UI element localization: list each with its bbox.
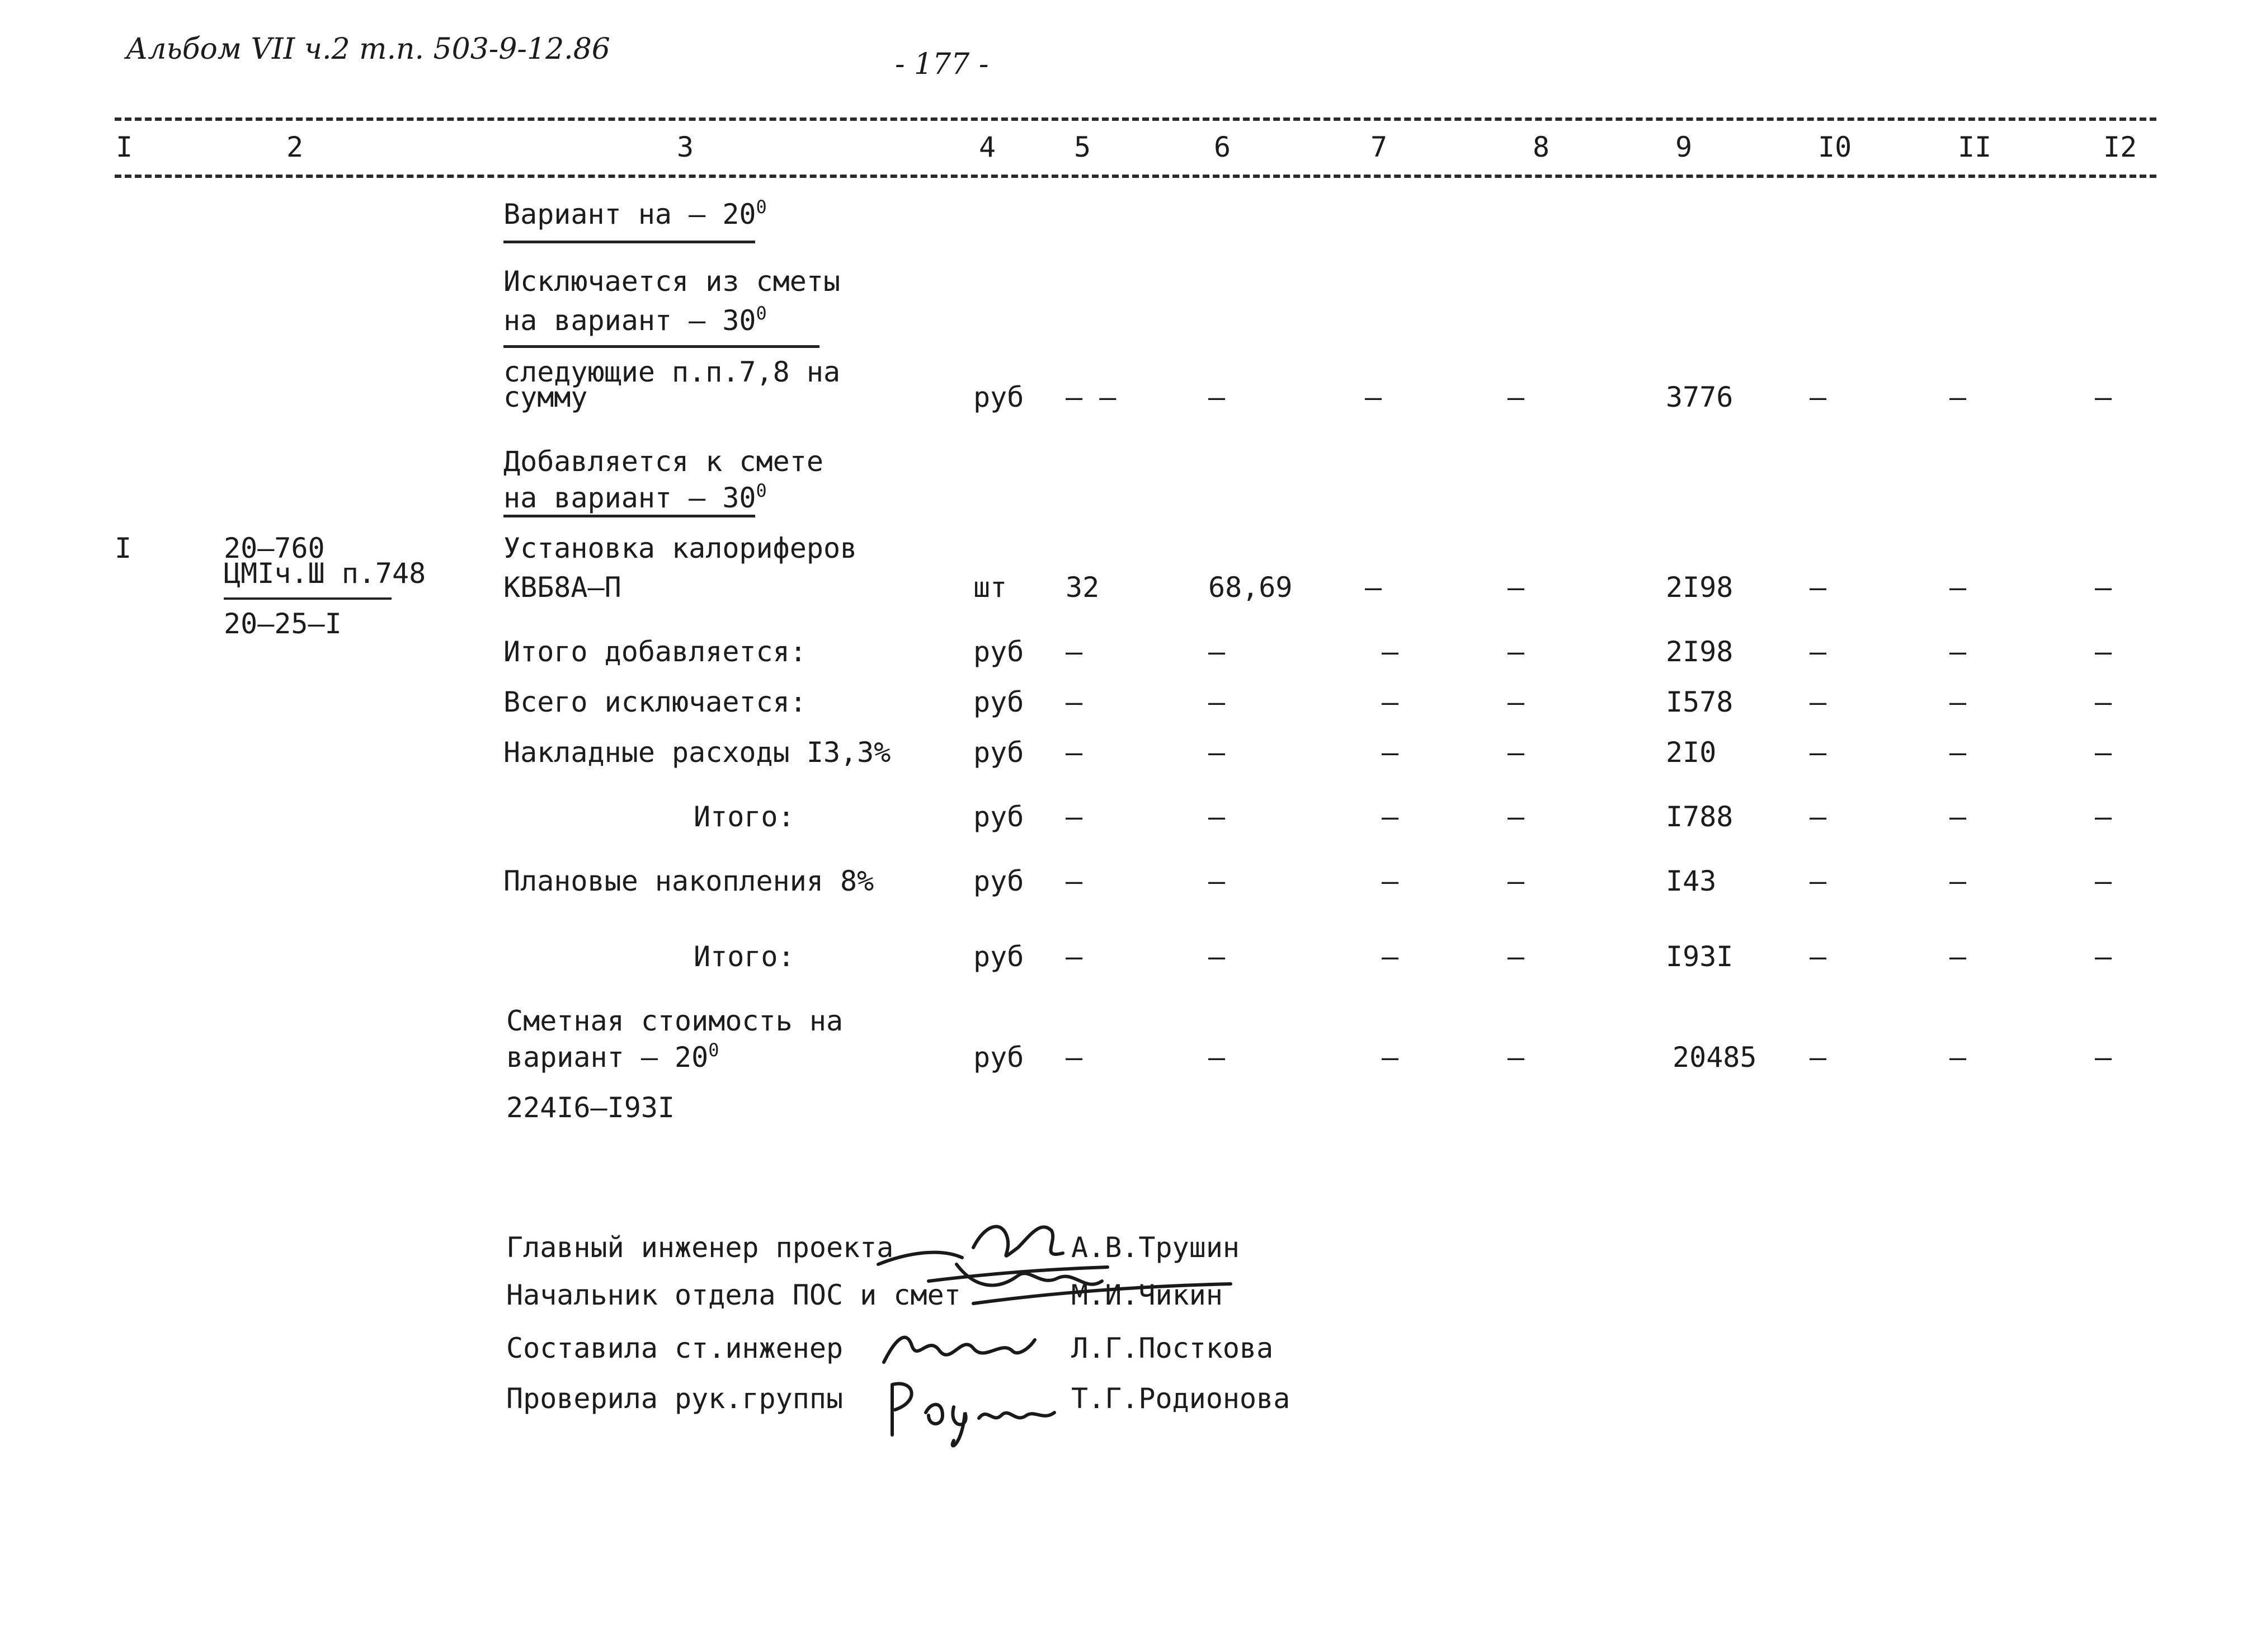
signature-role-3: Составила ст.инженер [506, 1332, 844, 1364]
cell-col8: – [1508, 801, 1525, 833]
col-header-5: 5 [1074, 131, 1091, 163]
position-code-1: 20–760 [224, 532, 325, 564]
signature-name-3: Л.Г.Посткова [1071, 1332, 1274, 1364]
album-reference: Альбом VII ч.2 т.п. 503-9-12.86 [126, 32, 610, 66]
cell-col10: – [1810, 736, 1827, 769]
excluded-line-2: на вариант – $30^0$ [503, 303, 767, 337]
col-header-10: I0 [1818, 131, 1852, 163]
cell-col10: – [1810, 571, 1827, 604]
cell-col7: – [1382, 1041, 1399, 1074]
position-name-2: КВБ8А–П [503, 571, 621, 604]
signature-role-2: Начальник отдела ПОС и смет [506, 1279, 961, 1311]
cell-col9: 2I98 [1666, 636, 1733, 668]
cell-col7: – [1365, 571, 1382, 604]
following-line-1: следующие п.п.7,8 на [503, 356, 841, 388]
following-line-2: сумму [503, 381, 588, 413]
col-header-11: II [1958, 131, 1992, 163]
variant-20-underline [503, 241, 755, 243]
unit-cell: руб [973, 636, 1024, 668]
cell-col9: I43 [1666, 865, 1717, 897]
cell-col5: – [1066, 865, 1083, 897]
added-line-1: Добавляется к смете [503, 445, 823, 478]
cell-col11: – [1949, 1041, 1967, 1074]
cell-col11: – [1949, 381, 1967, 413]
position-number: I [115, 532, 132, 564]
added-underline [503, 515, 755, 517]
cell-col5: – [1066, 940, 1083, 973]
cell-col12: – [2095, 1041, 2112, 1074]
cell-col11: – [1949, 571, 1967, 604]
row-label: Накладные расходы I3,3% [503, 736, 891, 769]
cell-col12: – [2095, 801, 2112, 833]
row-label: Плановые накопления 8% [503, 865, 874, 897]
cell-col7: – [1382, 801, 1399, 833]
position-code-3: 20–25–I [224, 608, 342, 640]
cell-col9: 2I98 [1666, 571, 1733, 604]
unit-cell: руб [973, 381, 1024, 413]
cell-col6: – [1208, 801, 1226, 833]
cell-col10: – [1810, 1041, 1827, 1074]
added-line-2: на вариант – $30^0$ [503, 480, 767, 514]
cell-col5: – [1066, 1041, 1083, 1074]
cell-col11: – [1949, 636, 1967, 668]
header-top-rule [115, 117, 2156, 121]
position-name-1: Установка калориферов [503, 532, 858, 564]
unit-cell: руб [973, 801, 1024, 833]
cell-col6: – [1208, 865, 1226, 897]
unit-cell: руб [973, 686, 1024, 718]
variant-20-heading: Вариант на – $20^0$ [503, 196, 767, 230]
cell-col6: – [1208, 686, 1226, 718]
row-label: Итого: [694, 801, 795, 833]
cell-col6: – [1208, 381, 1226, 413]
cell-col12: – [2095, 686, 2112, 718]
cell-col5: – [1066, 636, 1083, 668]
col-header-9: 9 [1675, 131, 1693, 163]
cell-col10: – [1810, 940, 1827, 973]
cell-col8: – [1508, 636, 1525, 668]
unit-cell: руб [973, 1041, 1024, 1074]
cell-col12: – [2095, 636, 2112, 668]
cell-col8: – [1508, 686, 1525, 718]
cell-col5: 32 [1066, 571, 1100, 604]
row-label: Итого добавляется: [503, 636, 807, 668]
cell-col7: – [1382, 736, 1399, 769]
signature-mark-checker [881, 1368, 1060, 1457]
row-label: Всего исключается: [503, 686, 807, 718]
signature-role-4: Проверила рук.группы [506, 1382, 844, 1415]
unit-cell: шт [973, 571, 1007, 604]
row-label: Итого: [694, 940, 795, 973]
header-bottom-rule [115, 175, 2156, 178]
cell-col12: – [2095, 940, 2112, 973]
cell-col6: – [1208, 940, 1226, 973]
cell-col8: – [1508, 571, 1525, 604]
col-header-8: 8 [1533, 131, 1550, 163]
cell-col5: – – [1066, 381, 1117, 413]
cell-col5: – [1066, 736, 1083, 769]
position-code-2: ЦМIч.Ш п.748 [224, 557, 426, 590]
cell-col6: – [1208, 636, 1226, 668]
signature-mark-department-head [951, 1253, 1242, 1315]
cell-col8: – [1508, 1041, 1525, 1074]
signature-role-1: Главный инженер проекта [506, 1231, 894, 1264]
cell-col9: 2I0 [1666, 736, 1717, 769]
cell-col5: – [1066, 801, 1083, 833]
cell-col6: – [1208, 736, 1226, 769]
cell-col7: – [1365, 381, 1382, 413]
unit-cell: руб [973, 865, 1024, 897]
cell-col8: – [1508, 381, 1525, 413]
excluded-line-1: Исключается из сметы [503, 265, 841, 298]
cell-col12: – [2095, 736, 2112, 769]
cell-col11: – [1949, 801, 1967, 833]
cell-col9: 3776 [1666, 381, 1733, 413]
unit-cell: руб [973, 940, 1024, 973]
cell-col7: – [1382, 636, 1399, 668]
page-number: - 177 - [895, 48, 989, 81]
cell-col12: – [2095, 865, 2112, 897]
cell-col7: – [1382, 686, 1399, 718]
cell-col8: – [1508, 736, 1525, 769]
col-header-7: 7 [1370, 131, 1388, 163]
cell-col10: – [1810, 801, 1827, 833]
unit-cell: руб [973, 736, 1024, 769]
cell-col11: – [1949, 865, 1967, 897]
signature-name-4: Т.Г.Родионова [1071, 1382, 1290, 1415]
cell-col9: I578 [1666, 686, 1733, 718]
col-header-4: 4 [979, 131, 996, 163]
estimate-line-1: Сметная стоимость на [506, 1005, 844, 1037]
position-code-rule [224, 597, 392, 600]
cell-col7: – [1382, 940, 1399, 973]
cell-col10: – [1810, 686, 1827, 718]
cell-col5: – [1066, 686, 1083, 718]
cell-col12: – [2095, 381, 2112, 413]
cell-col6: 68,69 [1208, 571, 1293, 604]
cell-col9: I788 [1666, 801, 1733, 833]
cell-col11: – [1949, 686, 1967, 718]
cell-col7: – [1382, 865, 1399, 897]
col-header-2: 2 [286, 131, 304, 163]
signature-name-2: М.И.Чикин [1071, 1279, 1223, 1311]
cell-col11: – [1949, 940, 1967, 973]
cell-col11: – [1949, 736, 1967, 769]
cell-col8: – [1508, 865, 1525, 897]
cell-col10: – [1810, 381, 1827, 413]
cell-col6: – [1208, 1041, 1226, 1074]
cell-col9: 20485 [1673, 1041, 1757, 1074]
cell-col9: I93I [1666, 940, 1733, 973]
cell-col10: – [1810, 636, 1827, 668]
cell-col8: – [1508, 940, 1525, 973]
estimate-line-2: вариант – $20^0$ [506, 1039, 719, 1074]
signature-name-1: А.В.Трушин [1071, 1231, 1240, 1264]
col-header-3: 3 [677, 131, 694, 163]
col-header-6: 6 [1214, 131, 1231, 163]
col-header-12: I2 [2103, 131, 2137, 163]
col-header-1: I [116, 131, 133, 163]
estimate-formula: 224I6–I93I [506, 1091, 675, 1124]
cell-col12: – [2095, 571, 2112, 604]
excluded-underline [503, 345, 819, 348]
cell-col10: – [1810, 865, 1827, 897]
